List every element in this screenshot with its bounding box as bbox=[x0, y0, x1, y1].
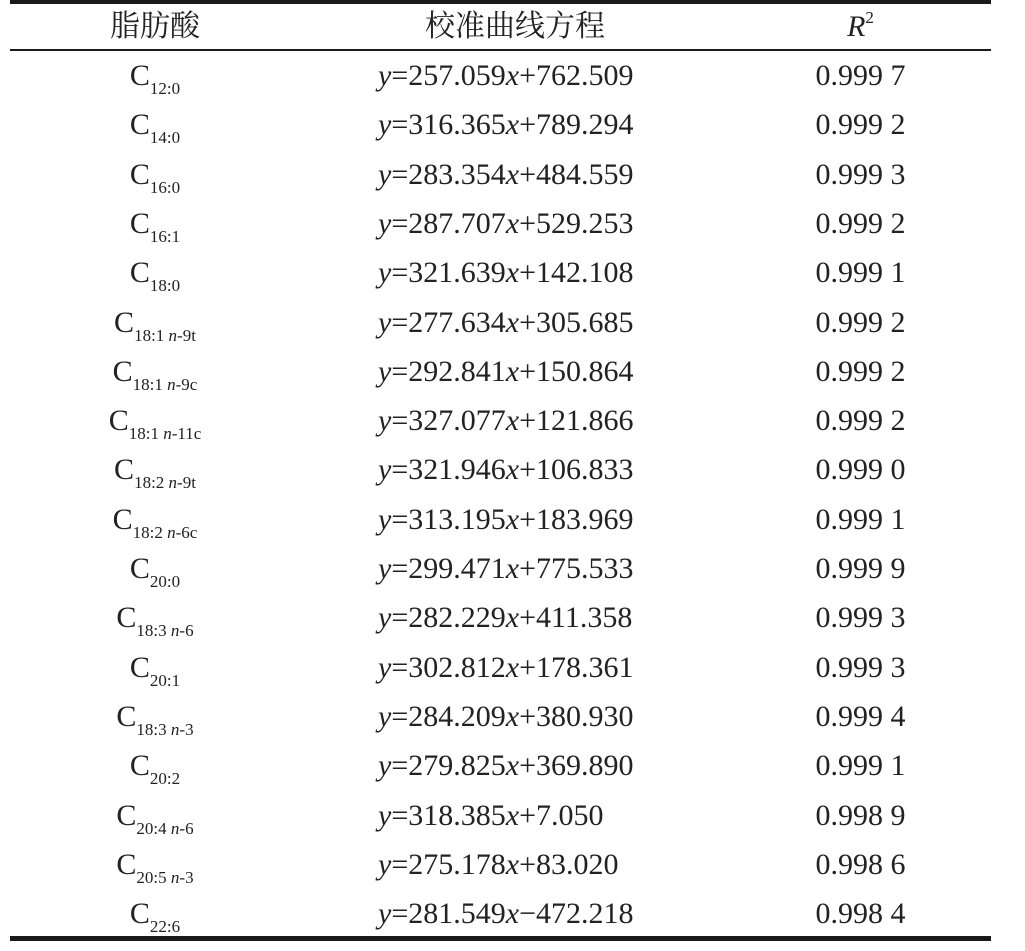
fatty-acid-symbol: C bbox=[116, 601, 137, 635]
fatty-acid-cell bbox=[10, 495, 300, 544]
equation-x: x bbox=[505, 59, 520, 92]
equation-x: x bbox=[505, 749, 520, 783]
r-squared-cell: 0.999 1 bbox=[815, 256, 906, 290]
fatty-acid-cell bbox=[10, 199, 300, 248]
equation-x: x bbox=[505, 897, 520, 931]
fatty-acid-n: n bbox=[167, 522, 176, 542]
r-squared-cell: 0.999 1 bbox=[815, 749, 906, 783]
fatty-acid-n: n bbox=[168, 473, 178, 493]
r-squared-cell: 0.999 2 bbox=[815, 305, 906, 339]
equation-intercept: +305.685 bbox=[519, 305, 634, 339]
fatty-acid-subscript bbox=[150, 769, 180, 788]
fatty-acid-subscript bbox=[134, 473, 196, 492]
equation-intercept: +775.533 bbox=[519, 552, 634, 585]
fatty-acid-chain: 18:3 bbox=[136, 621, 171, 641]
fatty-acid-symbol: C bbox=[116, 699, 137, 733]
equation-x: x bbox=[505, 256, 520, 290]
table-row bbox=[10, 347, 991, 396]
equation-cell bbox=[378, 791, 738, 840]
equation-slope: =292.841 bbox=[391, 354, 506, 388]
r-squared-cell: 0.999 2 bbox=[815, 108, 906, 142]
equation-cell bbox=[378, 741, 738, 790]
r-squared-cell: 0.999 9 bbox=[815, 552, 906, 585]
fatty-acid-n: n bbox=[163, 424, 172, 444]
fatty-acid-chain: 16:0 bbox=[149, 177, 181, 197]
fatty-acid-subscript bbox=[150, 128, 180, 147]
header-fatty-acid: 脂肪酸 bbox=[110, 10, 200, 43]
header-r-symbol: R bbox=[847, 10, 866, 43]
fatty-acid-symbol: C bbox=[108, 404, 129, 438]
fatty-acid-cell bbox=[10, 840, 300, 889]
equation-x: x bbox=[505, 699, 520, 733]
fatty-acid-subscript bbox=[150, 276, 180, 295]
fatty-acid-chain: 20:0 bbox=[149, 572, 181, 591]
equation-y: y bbox=[378, 354, 392, 388]
equation-y: y bbox=[378, 798, 392, 832]
r-squared-cell: 0.999 2 bbox=[815, 206, 906, 240]
equation-intercept: +789.294 bbox=[519, 108, 634, 142]
fatty-acid-chain: 20:2 bbox=[149, 769, 181, 789]
equation-x: x bbox=[505, 108, 520, 142]
fatty-acid-n: n bbox=[170, 621, 180, 641]
fatty-acid-n: n bbox=[170, 818, 180, 838]
equation-x: x bbox=[505, 798, 520, 832]
fatty-acid-subscript bbox=[136, 621, 193, 640]
fatty-acid-symbol: C bbox=[129, 108, 150, 142]
fatty-acid-subscript bbox=[150, 572, 180, 591]
equation-intercept: −472.218 bbox=[519, 897, 634, 931]
fatty-acid-chain: 18:2 bbox=[134, 473, 169, 493]
table-row bbox=[10, 544, 991, 593]
equation-x: x bbox=[505, 650, 520, 684]
equation-y: y bbox=[378, 157, 392, 191]
fatty-acid-subscript bbox=[133, 375, 198, 394]
fatty-acid-chain: 18:0 bbox=[149, 276, 181, 296]
fatty-acid-subscript bbox=[136, 868, 193, 887]
r-squared-cell: 0.998 6 bbox=[815, 847, 906, 881]
equation-y: y bbox=[378, 404, 392, 438]
equation-cell bbox=[378, 692, 738, 741]
table-row bbox=[10, 199, 991, 248]
equation-intercept: +150.864 bbox=[519, 354, 634, 388]
fatty-acid-chain: 12:0 bbox=[149, 79, 181, 98]
fatty-acid-position: -6c bbox=[175, 522, 198, 542]
fatty-acid-symbol: C bbox=[129, 59, 150, 92]
fatty-acid-subscript bbox=[136, 720, 193, 739]
fatty-acid-position: -9t bbox=[177, 473, 196, 493]
equation-slope: =318.385 bbox=[391, 798, 506, 832]
fatty-acid-cell bbox=[10, 741, 300, 790]
table-row bbox=[10, 298, 991, 347]
equation-intercept: +484.559 bbox=[519, 157, 634, 191]
fatty-acid-subscript bbox=[150, 227, 180, 246]
equation-cell bbox=[378, 544, 738, 593]
r-squared-cell: 0.999 2 bbox=[815, 404, 906, 438]
equation-y: y bbox=[378, 502, 392, 536]
table-row bbox=[10, 840, 991, 889]
fatty-acid-symbol: C bbox=[112, 354, 133, 388]
fatty-acid-n: n bbox=[170, 719, 180, 739]
equation-y: y bbox=[378, 206, 392, 240]
equation-cell bbox=[378, 150, 738, 199]
equation-x: x bbox=[505, 601, 520, 635]
fatty-acid-symbol: C bbox=[116, 847, 137, 881]
r-squared-cell: 0.999 1 bbox=[815, 502, 906, 536]
equation-slope: =287.707 bbox=[391, 206, 506, 240]
equation-cell bbox=[378, 889, 738, 938]
fatty-acid-subscript bbox=[136, 819, 193, 838]
fatty-acid-cell bbox=[10, 889, 300, 938]
equation-y: y bbox=[378, 552, 392, 585]
fatty-acid-position: -3 bbox=[179, 719, 194, 739]
table-top-rule bbox=[10, 0, 991, 4]
r-squared-cell: 0.999 3 bbox=[815, 650, 906, 684]
equation-cell bbox=[378, 593, 738, 642]
equation-slope: =279.825 bbox=[391, 749, 506, 783]
equation-x: x bbox=[505, 847, 520, 881]
fatty-acid-cell bbox=[10, 791, 300, 840]
fatty-acid-position: -9t bbox=[177, 325, 196, 345]
equation-y: y bbox=[378, 108, 392, 142]
equation-intercept: +411.358 bbox=[519, 601, 633, 635]
equation-intercept: +369.890 bbox=[519, 749, 634, 783]
fatty-acid-chain: 16:1 bbox=[149, 226, 181, 246]
r-squared-cell: 0.999 0 bbox=[815, 453, 906, 487]
fatty-acid-subscript bbox=[129, 424, 202, 443]
equation-cell bbox=[378, 199, 738, 248]
fatty-acid-chain: 22:6 bbox=[149, 917, 181, 937]
equation-slope: =299.471 bbox=[391, 552, 506, 585]
fatty-acid-symbol: C bbox=[129, 552, 150, 585]
table-row bbox=[10, 248, 991, 297]
fatty-acid-chain: 18:2 bbox=[132, 522, 168, 542]
fatty-acid-position: -6 bbox=[179, 818, 194, 838]
fatty-acid-cell bbox=[10, 692, 300, 741]
r-squared-cell: 0.999 3 bbox=[815, 157, 906, 191]
equation-intercept: +529.253 bbox=[519, 206, 634, 240]
equation-intercept: +178.361 bbox=[519, 650, 634, 684]
equation-x: x bbox=[505, 157, 520, 191]
equation-y: y bbox=[378, 59, 392, 92]
equation-cell bbox=[378, 298, 738, 347]
fatty-acid-chain: 18:1 bbox=[132, 374, 168, 394]
fatty-acid-symbol: C bbox=[116, 798, 137, 832]
equation-slope: =284.209 bbox=[391, 699, 506, 733]
fatty-acid-symbol: C bbox=[129, 897, 150, 931]
fatty-acid-symbol: C bbox=[129, 256, 150, 290]
fatty-acid-cell bbox=[10, 51, 300, 100]
fatty-acid-cell bbox=[10, 100, 300, 149]
fatty-acid-cell bbox=[10, 643, 300, 692]
equation-cell bbox=[378, 100, 738, 149]
fatty-acid-n: n bbox=[170, 867, 180, 887]
r-squared-cell: 0.999 2 bbox=[815, 354, 906, 388]
equation-intercept: +7.050 bbox=[519, 798, 604, 832]
fatty-acid-symbol: C bbox=[114, 453, 135, 487]
fatty-acid-position: -9c bbox=[175, 374, 198, 394]
equation-y: y bbox=[378, 897, 392, 931]
r-squared-cell: 0.999 3 bbox=[815, 601, 906, 635]
equation-cell bbox=[378, 445, 738, 494]
fatty-acid-symbol: C bbox=[129, 157, 150, 191]
equation-slope: =275.178 bbox=[391, 847, 506, 881]
fatty-acid-cell bbox=[10, 593, 300, 642]
fatty-acid-position: -3 bbox=[179, 867, 194, 887]
equation-intercept: +121.866 bbox=[519, 404, 634, 438]
r-squared-cell: 0.998 4 bbox=[815, 897, 906, 931]
equation-slope: =321.639 bbox=[391, 256, 506, 290]
r-squared-cell: 0.999 4 bbox=[815, 699, 906, 733]
equation-slope: =277.634 bbox=[391, 305, 506, 339]
equation-x: x bbox=[505, 305, 520, 339]
equation-y: y bbox=[378, 699, 392, 733]
fatty-acid-chain: 20:1 bbox=[149, 670, 181, 690]
equation-intercept: +142.108 bbox=[519, 256, 634, 290]
fatty-acid-symbol: C bbox=[112, 502, 133, 536]
fatty-acid-symbol: C bbox=[129, 650, 150, 684]
fatty-acid-cell bbox=[10, 298, 300, 347]
equation-cell bbox=[378, 347, 738, 396]
r-squared-cell: 0.998 9 bbox=[815, 798, 906, 832]
equation-slope: =281.549 bbox=[391, 897, 506, 931]
table-row bbox=[10, 791, 991, 840]
equation-slope: =313.195 bbox=[391, 502, 506, 536]
equation-intercept: +762.509 bbox=[519, 59, 634, 92]
fatty-acid-n: n bbox=[167, 374, 176, 394]
equation-x: x bbox=[505, 552, 520, 585]
equation-y: y bbox=[378, 601, 392, 635]
equation-slope: =257.059 bbox=[391, 59, 506, 92]
equation-cell bbox=[378, 643, 738, 692]
fatty-acid-subscript bbox=[150, 79, 180, 98]
header-calibration-equation: 校准曲线方程 bbox=[425, 10, 605, 43]
table-row bbox=[10, 150, 991, 199]
equation-x: x bbox=[505, 354, 520, 388]
equation-slope: =282.229 bbox=[391, 601, 506, 635]
fatty-acid-subscript bbox=[133, 523, 198, 542]
fatty-acid-subscript bbox=[150, 178, 180, 197]
equation-y: y bbox=[378, 305, 392, 339]
table-row bbox=[10, 51, 991, 100]
equation-cell bbox=[378, 396, 738, 445]
table-row bbox=[10, 100, 991, 149]
table-row bbox=[10, 396, 991, 445]
fatty-acid-cell bbox=[10, 445, 300, 494]
table-row bbox=[10, 692, 991, 741]
equation-slope: =321.946 bbox=[391, 453, 506, 487]
equation-slope: =302.812 bbox=[391, 650, 506, 684]
fatty-acid-chain: 18:3 bbox=[136, 719, 171, 739]
equation-cell bbox=[378, 495, 738, 544]
fatty-acid-subscript bbox=[150, 671, 180, 690]
equation-x: x bbox=[505, 453, 520, 487]
equation-x: x bbox=[505, 502, 520, 536]
fatty-acid-chain: 18:1 bbox=[128, 424, 164, 444]
r-squared-cell: 0.999 7 bbox=[815, 59, 906, 92]
equation-y: y bbox=[378, 749, 392, 783]
equation-slope: =283.354 bbox=[391, 157, 506, 191]
fatty-acid-subscript bbox=[150, 917, 180, 936]
fatty-acid-cell bbox=[10, 544, 300, 593]
equation-intercept: +183.969 bbox=[519, 502, 634, 536]
fatty-acid-chain: 14:0 bbox=[149, 128, 181, 148]
fatty-acid-cell bbox=[10, 248, 300, 297]
equation-cell bbox=[378, 51, 738, 100]
fatty-acid-chain: 18:1 bbox=[134, 325, 169, 345]
equation-intercept: +380.930 bbox=[519, 699, 634, 733]
equation-cell bbox=[378, 248, 738, 297]
table-row bbox=[10, 495, 991, 544]
equation-y: y bbox=[378, 847, 392, 881]
table-bottom-rule bbox=[10, 936, 991, 941]
equation-y: y bbox=[378, 256, 392, 290]
header-r-squared bbox=[730, 6, 991, 48]
table-row bbox=[10, 593, 991, 642]
fatty-acid-cell bbox=[10, 150, 300, 199]
fatty-acid-symbol: C bbox=[129, 749, 150, 783]
table-row bbox=[10, 741, 991, 790]
fatty-acid-position: -11c bbox=[171, 424, 202, 444]
fatty-acid-n: n bbox=[168, 325, 178, 345]
equation-intercept: +106.833 bbox=[519, 453, 634, 487]
table-row bbox=[10, 643, 991, 692]
table-row bbox=[10, 889, 991, 938]
equation-intercept: +83.020 bbox=[519, 847, 619, 881]
fatty-acid-position: -6 bbox=[179, 621, 194, 641]
equation-x: x bbox=[505, 206, 520, 240]
table-row bbox=[10, 445, 991, 494]
fatty-acid-cell bbox=[10, 347, 300, 396]
fatty-acid-symbol: C bbox=[129, 206, 150, 240]
equation-slope: =327.077 bbox=[391, 404, 506, 438]
fatty-acid-symbol: C bbox=[114, 305, 135, 339]
equation-y: y bbox=[378, 650, 392, 684]
fatty-acid-chain: 20:4 bbox=[136, 818, 171, 838]
equation-cell bbox=[378, 840, 738, 889]
equation-y: y bbox=[378, 453, 392, 487]
fatty-acid-subscript bbox=[134, 326, 196, 345]
equation-x: x bbox=[505, 404, 520, 438]
equation-slope: =316.365 bbox=[391, 108, 506, 142]
header-r-superscript: 2 bbox=[865, 8, 874, 27]
fatty-acid-chain: 20:5 bbox=[136, 867, 171, 887]
fatty-acid-cell bbox=[10, 396, 300, 445]
